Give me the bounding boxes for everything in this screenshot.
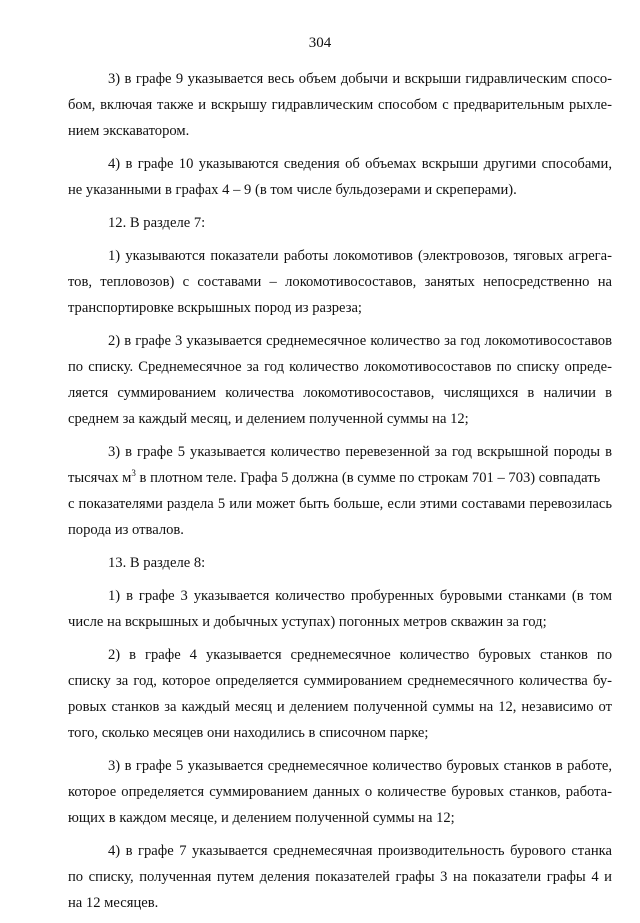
text-line: 1) указываются показатели работы локомотивов (электровозов, тяговых агрега-	[108, 248, 612, 264]
text-line: 3) в графе 5 указывается количество перевезенной за год вскрышной породы в	[108, 444, 612, 460]
paragraph	[68, 151, 612, 203]
text-fragment: в плотном теле. Графа 5 должна (в сумме по строкам 701 – 703) совпадать	[135, 470, 601, 486]
text-line: среднем за каждый месяц, и делением полученной суммы на 12;	[68, 411, 469, 427]
text-line: ляется суммированием количества локомотивосоставов, числящихся в наличии в	[68, 385, 612, 401]
text-line: 3) в графе 5 указывается среднемесячное количество буровых станков в работе,	[108, 758, 612, 774]
text-line: 3) в графе 9 указывается весь объем добычи и вскрыши гидравлическим спосо-	[108, 71, 612, 87]
text-line: порода из отвалов.	[68, 522, 184, 538]
text-line: числе на вскрышных и добычных уступах) погонных метров скважин за год;	[68, 614, 547, 630]
text-line: которое определяется суммированием данных о количестве буровых станков, работа-	[68, 784, 612, 800]
text-line: тов, тепловозов) с составами – локомотивосоставов, занятых непосредственно на	[68, 274, 612, 290]
paragraph	[68, 838, 612, 916]
section-heading	[68, 550, 612, 576]
text-fragment: тысячах м	[68, 470, 132, 486]
paragraph	[68, 66, 612, 144]
text-line: 12. В разделе 7:	[108, 215, 206, 231]
text-line: 2) в графе 4 указывается среднемесячное количество буровых станков по	[108, 647, 612, 663]
paragraph	[68, 328, 612, 432]
text-line: нием экскаватором.	[68, 123, 190, 139]
paragraph	[68, 439, 612, 543]
paragraph	[68, 753, 612, 831]
text-line: не указанными в графах 4 – 9 (в том числе бульдозерами и скреперами).	[68, 182, 517, 198]
text-line: ющих в каждом месяце, и делением полученной суммы на 12;	[68, 810, 455, 826]
text-line: с показателями раздела 5 или может быть больше, если этими составами перевозилась	[68, 496, 612, 512]
text-line: по списку, полученная путем деления показателей графы 3 на показатели графы 4 и	[68, 869, 612, 885]
text-line: того, сколько месяцев они находились в списочном парке;	[68, 725, 429, 741]
paragraph	[68, 243, 612, 321]
text-line: по списку. Среднемесячное за год количество локомотивосоставов по списку опреде-	[68, 359, 612, 375]
document-body	[68, 66, 612, 923]
text-line: 13. В разделе 8:	[108, 555, 206, 571]
text-line	[68, 465, 612, 491]
paragraph	[68, 642, 612, 746]
text-line: ровых станков за каждый месяц и делением полученной суммы на 12, независимо от	[68, 699, 612, 715]
paragraph	[68, 583, 612, 635]
superscript: 3	[131, 468, 136, 479]
text-line: на 12 месяцев.	[68, 895, 159, 911]
text-line: 2) в графе 3 указывается среднемесячное количество за год локомотивосоставов	[108, 333, 612, 349]
text-line: 1) в графе 3 указывается количество пробуренных буровыми станками (в том	[108, 588, 612, 604]
text-line: бом, включая также и вскрышу гидравлическим способом с предварительным рыхле-	[68, 97, 612, 113]
page-number: 304	[308, 35, 332, 51]
text-line: 4) в графе 7 указывается среднемесячная производительность бурового станка	[108, 843, 612, 859]
text-line: транспортировке вскрышных пород из разреза;	[68, 300, 362, 316]
section-heading	[68, 210, 612, 236]
text-line: 4) в графе 10 указываются сведения об объемах вскрыши другими способами,	[108, 156, 612, 172]
text-line: списку за год, которое определяется суммированием среднемесячного количества бу-	[68, 673, 612, 689]
